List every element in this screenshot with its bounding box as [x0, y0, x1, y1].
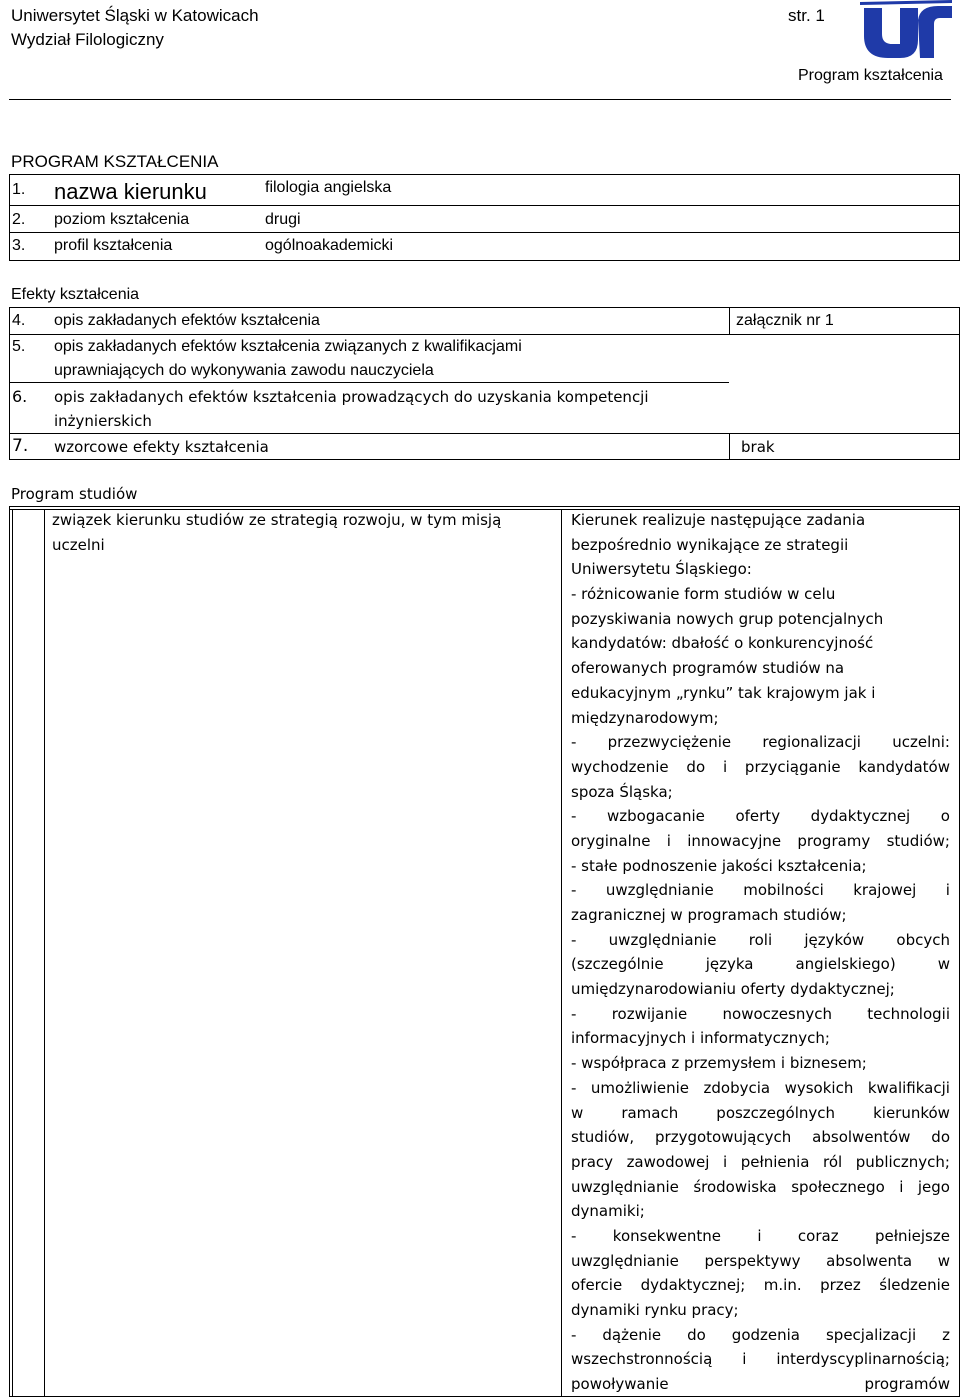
- university-name: Uniwersytet Śląski w Katowicach: [11, 6, 259, 25]
- criterion-label: związek kierunku studiów ze strategią rozwoju, w tym misją: [52, 511, 502, 529]
- description-line: wszechstronnością i interdyscyplinarnością;: [571, 1350, 950, 1369]
- description-line: uwzględnianie perspektywy absolwenta w: [571, 1251, 950, 1270]
- description-line: - uwzględnianie mobilności krajowej i: [571, 881, 950, 900]
- row-number: 2.: [12, 211, 26, 228]
- field-value: drugi: [265, 211, 301, 228]
- description-line: zagranicznej w programach studiów;: [571, 906, 847, 924]
- description-line: umiędzynarodowianiu oferty dydaktycznej;: [571, 980, 895, 999]
- row-number: 1.: [12, 181, 26, 198]
- row-number: 4.: [12, 312, 26, 329]
- description-line: - umożliwienie zdobycia wysokich kwalifikacji: [571, 1078, 950, 1097]
- description-line: - rozwijanie nowoczesnych technologii: [571, 1004, 950, 1023]
- field-value: ogólnoakademicki: [265, 237, 394, 254]
- field-label: wzorcowe efekty kształcenia: [54, 438, 269, 456]
- program-title: PROGRAM KSZTAŁCENIA: [11, 152, 219, 171]
- field-label: opis zakładanych efektów kształcenia prowadzących do uzyskania kompetencji: [54, 388, 649, 406]
- field-label: opis zakładanych efektów kształcenia związanych z kwalifikacjami: [54, 338, 522, 355]
- description-line: oferowanych programów studiów na: [571, 659, 845, 678]
- description-line: bezpośrednio wynikające ze strategii: [571, 535, 849, 554]
- criterion-description: [571, 509, 950, 1398]
- description-line: Uniwersytetu Śląskiego:: [571, 560, 752, 579]
- us-logo-icon: [858, 0, 954, 62]
- description-line: międzynarodowym;: [571, 708, 719, 727]
- field-label: poziom kształcenia: [54, 211, 190, 228]
- row-number: 7.: [12, 436, 29, 456]
- description-line: - konsekwentne i coraz pełniejsze: [571, 1226, 950, 1245]
- criterion-label-continued: uczelni: [52, 536, 105, 554]
- header-rule: [9, 99, 951, 100]
- faculty-name: Wydział Filologiczny: [11, 30, 164, 49]
- description-line: wychodzenie do i przyciąganie kandydatów: [571, 757, 950, 776]
- description-line: studiów, przygotowujących absolwentów do: [571, 1128, 950, 1147]
- description-line: edukacyjnym „rynku” tak krajowym jak i: [571, 683, 876, 702]
- description-line: Kierunek realizuje następujące zadania: [571, 511, 866, 529]
- description-line: oryginalne i innowacyjne programy studiów;: [571, 831, 950, 850]
- document-type-label: Program kształcenia: [798, 67, 943, 84]
- description-line: (szczególnie języka angielskiego) w: [571, 955, 950, 974]
- row-number: 5.: [12, 338, 26, 355]
- description-line: informacyjnych i informatycznych;: [571, 1029, 830, 1048]
- row-number: 6.: [12, 387, 28, 406]
- description-line: pracy zawodowej i pełnienia ról publicznych;: [571, 1152, 950, 1171]
- description-line: w ramach poszczególnych kierunków: [571, 1103, 950, 1122]
- description-line: - dążenie do godzenia specjalizacji z: [571, 1325, 950, 1344]
- field-label: nazwa kierunku: [54, 179, 207, 204]
- field-value: brak: [741, 438, 775, 456]
- field-value: filologia angielska: [265, 179, 392, 196]
- description-line: kandydatów: dbałość o konkurencyjność: [571, 634, 874, 653]
- page-number: str. 1: [788, 6, 825, 25]
- description-line: - wzbogacanie oferty dydaktycznej o: [571, 807, 950, 826]
- row-number: 3.: [12, 237, 26, 254]
- section-title-studia: Program studiów: [11, 485, 138, 503]
- description-line: spoza Śląska;: [571, 782, 673, 801]
- description-line: - przezwyciężenie regionalizacji uczelni:: [571, 733, 950, 752]
- field-value: załącznik nr 1: [736, 312, 834, 329]
- field-label-continued: inżynierskich: [54, 412, 152, 430]
- field-label: opis zakładanych efektów kształcenia: [54, 312, 320, 329]
- description-line: ofercie dydaktycznej; m.in. przez śledzenie: [571, 1276, 950, 1295]
- section-title-efekty: Efekty kształcenia: [11, 286, 140, 303]
- description-line: powoływanie programów: [571, 1375, 950, 1394]
- field-label: profil kształcenia: [54, 237, 173, 254]
- description-line: pozyskiwania nowych grup potencjalnych: [571, 609, 884, 628]
- description-line: dynamiki rynku pracy;: [571, 1301, 739, 1319]
- description-line: - uwzględnianie roli języków obcych: [571, 930, 950, 949]
- description-line: - stałe podnoszenie jakości kształcenia;: [571, 856, 867, 875]
- description-line: uwzględnianie środowiska społecznego i jego: [571, 1177, 950, 1196]
- description-line: - współpraca z przemysłem i biznesem;: [571, 1054, 867, 1073]
- field-label-continued: uprawniających do wykonywania zawodu nauczyciela: [54, 362, 434, 379]
- description-line: dynamiki;: [571, 1202, 645, 1221]
- description-line: - różnicowanie form studiów w celu: [571, 585, 836, 604]
